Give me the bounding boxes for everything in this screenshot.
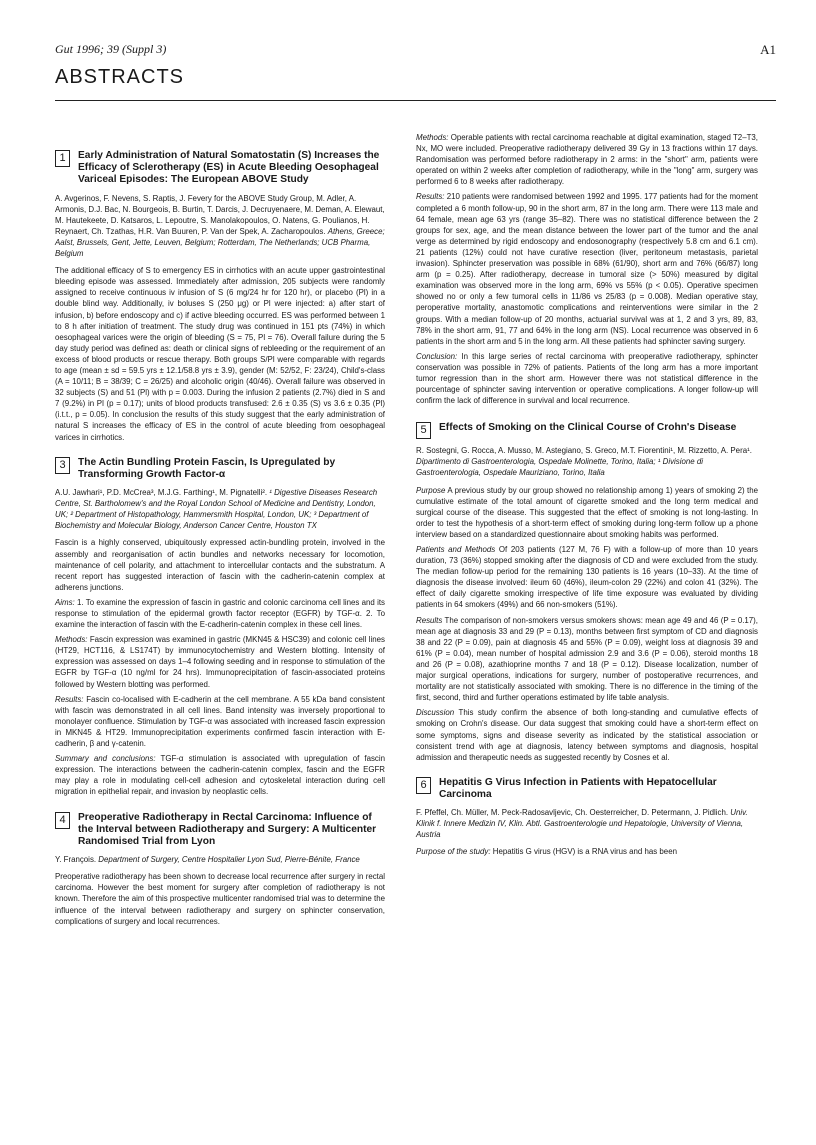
section-text: 210 patients were randomised between 1992 and 1995. 177 patients had for the moment completed a 6 month follow-up, 90 in the short arm, 87 in the long arm. There were 113 male and 64 female, mean age 63 yrs (range 35–82). There was no statistical difference between the 2 groups for sex, age, and the mean distance between the lower part of the tumor and the anal verge as determined by rigid endoscopy and endosonography (respectively 5.8 cm and 6.1 cm). 21 patients (12%) could not have curative resection (liver, peritoneum metastasis, parietal invasion). Sphincter preservation was possible in 68% (61/90), short arm and 76% (66/87) long arm (p = 0.25). After radiotherapy, decrease in tumoral size (> 50%) measured by digital examination was observed more in the long arm, 69% vs 55% (p < 0.05). Operative specimen showed no or only a few tumoral cells in 11/86 vs 25/83 (p = 0.008). Median operative stay, peroperative mortality, anastomotic complications and reinterventions were similar in the 2 groups. With a median follow-up of 20 months, actuarial survival was at 1, 2 and 3 yrs, 89, 83, 78% in the short arm, 91, 77 and 64% in the long arm (NS). Local recurrence was observed in 6 patients in the short arm and 5 in the long arm. All these patients had sphincter saving surgery. [416,192,758,346]
section-text: TGF-α stimulation is associated with upregulation of fascin expression. The interactions between the cadherin-catenin complex, fascin and the EGFR may play a role in modulating cell-cell adhesion and cytoskeletal interaction during cell migration in epithelial repair, and invasion by neoplastic cells. [55,754,386,797]
left-column [55,150,385,941]
affiliation: Department of Surgery, Centre Hospitalier Lyon Sud, Pierre-Bénite, France [98,855,360,865]
abstract-title: Hepatitis G Virus Infection in Patients with Hepatocellular Carcinoma [439,776,717,800]
section-label: Results [416,615,443,625]
section-label: Summary and conclusions: [55,754,156,764]
section-label: Results: [55,694,84,704]
section-label: Purpose of the study: [416,847,491,857]
section-label: Patients and Methods [416,545,496,554]
journal-citation: Gut 1996; 39 (Suppl 3) [55,42,167,56]
abstract-4 [55,812,385,927]
abstract-5 [416,422,758,763]
author-block [55,487,385,531]
affiliation: Univ. Klinik f. Innere Medizin IV, Klin. Abtl. Gastroenterologie und Hepatologie, University of Vienna, Austria [416,808,748,840]
abstract-discussion [416,707,758,762]
section-label: Methods: [55,635,88,645]
abstract-methods [416,132,758,187]
abstract-number: 1 [55,150,70,167]
abstract-methods [55,634,385,689]
section-text: Hepatitis G virus (HGV) is a RNA virus and has been [492,847,677,857]
abstract-number: 6 [416,777,431,794]
abstract-aims [55,597,385,630]
section-label: Results: [416,192,445,202]
authors: Y. François. [55,855,97,865]
section-text: The comparison of non-smokers versus smokers shows: mean age 49 and 46 (P = 0.17), mean age at diagnosis 33 and 29 (P = 0.13), months between first symptom of CD and diagnosis 38 and 22 (P = 0.09), pain at diagnosis 45 and 55% (P = 0.09), weight loss at diagnosis 39 and 61% (P = 0.04), mean number of hospital admission 2.9 and 3.6 (P = 0.06), steroid months 18 and 26 (P = 0.08), azathioprine months 7 and 18 (P = 0.12). Disease localization, number of major surgical operations, indications for surgery, number of postoperative recurrences, and mortality are not statistically associated with smoking. There is no difference in the timing of the first, second, third and further operations estimated by life table analysis. [416,615,758,703]
abstract-number: 4 [55,812,70,829]
authors: A.U. Jawhari¹, P.D. McCrea³, M.J.G. Farthing¹, M. Pignatelli². [55,488,268,498]
section-label: Conclusion: [416,351,458,361]
abstract-title: The Actin Bundling Protein Fascin, Is Upregulated by Transforming Growth Factor-α [78,456,336,480]
section-label: Discussion [416,708,455,718]
authors: A. Avgerinos, F. Nevens, S. Raptis, J. Fevery for the ABOVE Study Group, M. Adler, A. Armonis, D.J. Bac, N. Bourgeois, B. Burtin, T. Darcis, J. Decruyenaere, M. Deman, A. Elewaut, M. Hautekeete, D. Katsaros, L. Lepoutre, S. Manolakopoulos, O. Natens, G. Poulianos, H. Reynaert, Ch. Tzathas, H.R. Van Buuren, P. Van der Spek, A. Zacharopoulos. [55,193,385,236]
section-text: Fascin expression was examined in gastric (MKN45 & HSC39) and colonic cell lines (HT29, HCT116, & LS174T) by immunocytochemistry and Western blotting. Intensity of expression was assessed on days 1–4 following seeding and in response to stimulation of the EGFR by TGF-α (10 ng/ml for 24 hrs). Immunoprecipitation of fascin-associated proteins followed by Western blotting was performed. [55,635,385,689]
abstract-number: 3 [55,457,70,474]
section-label: Methods: [416,133,449,142]
abstract-results [416,615,758,704]
authors: R. Sostegni, G. Rocca, A. Musso, M. Astegiano, S. Greco, M.T. Fiorentini¹, M. Rizzetto, A. Pera¹. [416,446,752,456]
abstract-title: Early Administration of Natural Somatostatin (S) Increases the Efficacy of Sclerotherapy (ES) in Acute Bleeding Oesophageal Variceal Episodes: The European ABOVE Study [78,150,380,186]
page-header [55,42,776,112]
affiliation: Dipartimento di Gastroenterologia, Ospedale Molinette, Torino, Italia; ¹ Divisione di Gastroenterologia, Ospedale Mauriziano, Torino, Italia [416,457,703,478]
section-text: Operable patients with rectal carcinoma reachable at digital examination, staged T2–T3, Nx, MO were included. Preoperative radiotherapy delivered 39 Gy in 13 fractions within 17 days. Randomisation was performed before radiotherapy in 2 arms: in the "short" arm, patients were operated on within 2 weeks after completion of radiotherapy, while in the "long" arm, surgery was performed 6 to 8 weeks after radiotherapy. [416,133,758,187]
section-text: Fascin co-localised with E-cadherin at the cell membrane. A 55 kDa band consistent with fascin was demonstrated in all cell lines. Band intensity was inversely proportional to monolayer confluence. Stimulation by TGF-α was associated with increased fascin expression in MKN45 & HT29. Immunoprecipitation experiments confirmed fascin interaction with E-cadherin, β and γ-catenin. [55,694,385,749]
author-block [55,854,385,865]
abstract-purpose [416,485,758,540]
abstract-title: Effects of Smoking on the Clinical Course of Crohn's Disease [439,422,737,434]
section-text: 1. To examine the expression of fascin in gastric and colonic carcinoma cell lines and its response to stimulation of the epidermal growth factor receptor (EGFR) by TGF-α. 2. To examine the interaction of fascin with the E-cadherin-catenin complex in these cell lines. [55,597,385,630]
author-block [55,193,385,260]
section-text: Of 203 patients (127 M, 76 F) with a follow-up of more than 10 years duration, 73 (36%) stopped smoking after the diagnosis of CD and were excluded from the study. The median follow-up period for the remaining 130 patients is 16 years (10–33). At the time of diagnosis the disease involved: ileum 60 (46%), ileum-colon 29 (22%) and colon 41 (32%). The effect of daily cigarette smoking irrespective of life time exposure was evaluated by dividing patients in 64 smokers (49%) and 66 non-smokers (51%). [416,545,758,610]
abstract-number: 5 [416,422,431,439]
abstract-4-continued [416,132,758,406]
abstract-body: The additional efficacy of S to emergency ES in cirrhotics with an acute upper gastrointestinal bleeding episode was assessed. Immediately after admission, 205 subjects were randomly assigned to receive continuous iv infusion of S (6 mg/24 hr for 120 hr), or placebo (Pl) in a double blind way. Additionally, iv boluses S (250 μg) or Pl were injected: a) after start of infusion, b) before endoscopy and c) if active bleeding occurred. ES was performed between 1 to 8 h after initiation of treatment. The study drug was continued in 151 pts (74%) in which oesophageal varices were the origin of bleeding (S = 75, Pl = 76). Overall failure during the 5 day study period was defined as: death or clinical signs of rebleeding or the requirement of an excess of blood products or rescue therapy. Both groups S/Pl were comparable with regards to age (mean ± sd = 59.5 yrs ± 12.1/58.8 yrs ± 3.9), gender (M: 52/52, F: 23/24), Child's-class (A = 10/11; B = 38/39; C = 26/25) and alcoholic origin (40/46). Overall failure was observed in 32 subjects (S) and 51 (Pl) with p = 0.003. During the infusion 2 patients (2.7%) died in S and 7 (9.2%) in Pl (p = 0.17); units of blood products transfused: 2.6 ± 0.35 (S) vs 3.6 ± 0.35 (Pl) (i.t.t., p = 0.05). In conclusion the results of this study suggest that the early administration of natural S increases the efficacy of ES in the control of acute bleeding from oesophageal varices in cirrhotics. [55,266,385,442]
abstract-intro: Preoperative radiotherapy has been shown to decrease local recurrence after surgery in rectal carcinoma. However the best moment for surgery after completion of radiotherapy is not known. Therefore the aim of this prospective multicenter randomised trial was to determine the influence of the interval between radiotherapy and surgery on sphincter conservation, complications of surgery and local recurrences. [55,872,385,926]
affiliation: ¹ Digestive Diseases Research Centre, St. Bartholomew's and the Royal London School of Medicine and Dentistry, London, UK; ² Department of Histopathology, Hammersmith Hospital, London, UK; ³ Department of Biochemistry and Molecular Biology, Anderson Cancer Centre, Houston TX [55,488,378,531]
section-text: In this large series of rectal carcinoma with preoperative radiotherapy, sphincter conservation was possible in 72% of patients. Patients of the long arm has a more important tumor regression than in the short arm. However there was not statistical difference in the pourcentage of sphincter saving intervention or operative complications. A longer follow-up will confirm the lack of difference in survival and local recurrence. [416,351,758,406]
abstract-results [55,694,385,749]
authors: F. Pfeffel, Ch. Müller, M. Peck-Radosavljevic, Ch. Oesterreicher, D. Petermann, J. Pidlich. [416,808,729,818]
abstract-purpose [416,846,758,857]
section-text: This study confirm the absence of both long-standing and cumulative effects of smoking on Crohn's disease. Our data suggest that smoking could have a short-term effect on some symptoms, signs and disease severity as indicated by the statistical association or consistent trend with age at diagnosis, latency between symptoms and diagnosis, hospital admission and therapeutic needs as suggested recently by Cosnes et al. [416,708,758,762]
abstract-title: Preoperative Radiotherapy in Rectal Carcinoma: Influence of the Interval between Radiotherapy and Surgery: A Multicenter Randomised Trial from Lyon [78,811,377,847]
abstract-1 [55,150,385,443]
abstract-results [416,191,758,346]
header-rule [55,100,776,101]
abstract-3 [55,457,385,798]
affiliation: Athens, Greece; Aalst, Brussels, Gent, Jette, Leuven, Belgium; Rotterdam, The Netherlands; UCB Pharma, Belgium [55,226,385,259]
abstract-6 [416,777,758,858]
page-number: A1 [760,42,776,57]
abstract-conclusion [416,351,758,406]
section-title: ABSTRACTS [55,66,185,88]
abstract-intro: Fascin is a highly conserved, ubiquitously expressed actin-bundling protein, involved in the assembly and reorganisation of actin bundles and networks necessary for locomotion, maintenance of cell polarity, and attachment to intercellular contacts and the substratum. A recent report has suggested interaction of fascin with the cadherin-catenin complex at adherens junctions. [55,538,385,592]
abstract-patients-methods [416,544,758,611]
section-label: Purpose [416,485,446,495]
author-block [416,445,758,478]
right-column [416,132,758,872]
section-text: A previous study by our group showed no relationship among 1) years of smoking 2) the cumulative estimate of the total amount of cigarette smoked and the long term medical and surgical course of the disease. This suggested that the effect of smoking is not long-lasting. In order to test the hypothesis of a short-term effect of smoking during long-term follow up a phone interview based on a standardized questionnaire about smoking habits was performed. [416,485,758,539]
abstract-summary [55,753,385,797]
section-label: Aims: [55,597,75,607]
author-block [416,807,758,840]
